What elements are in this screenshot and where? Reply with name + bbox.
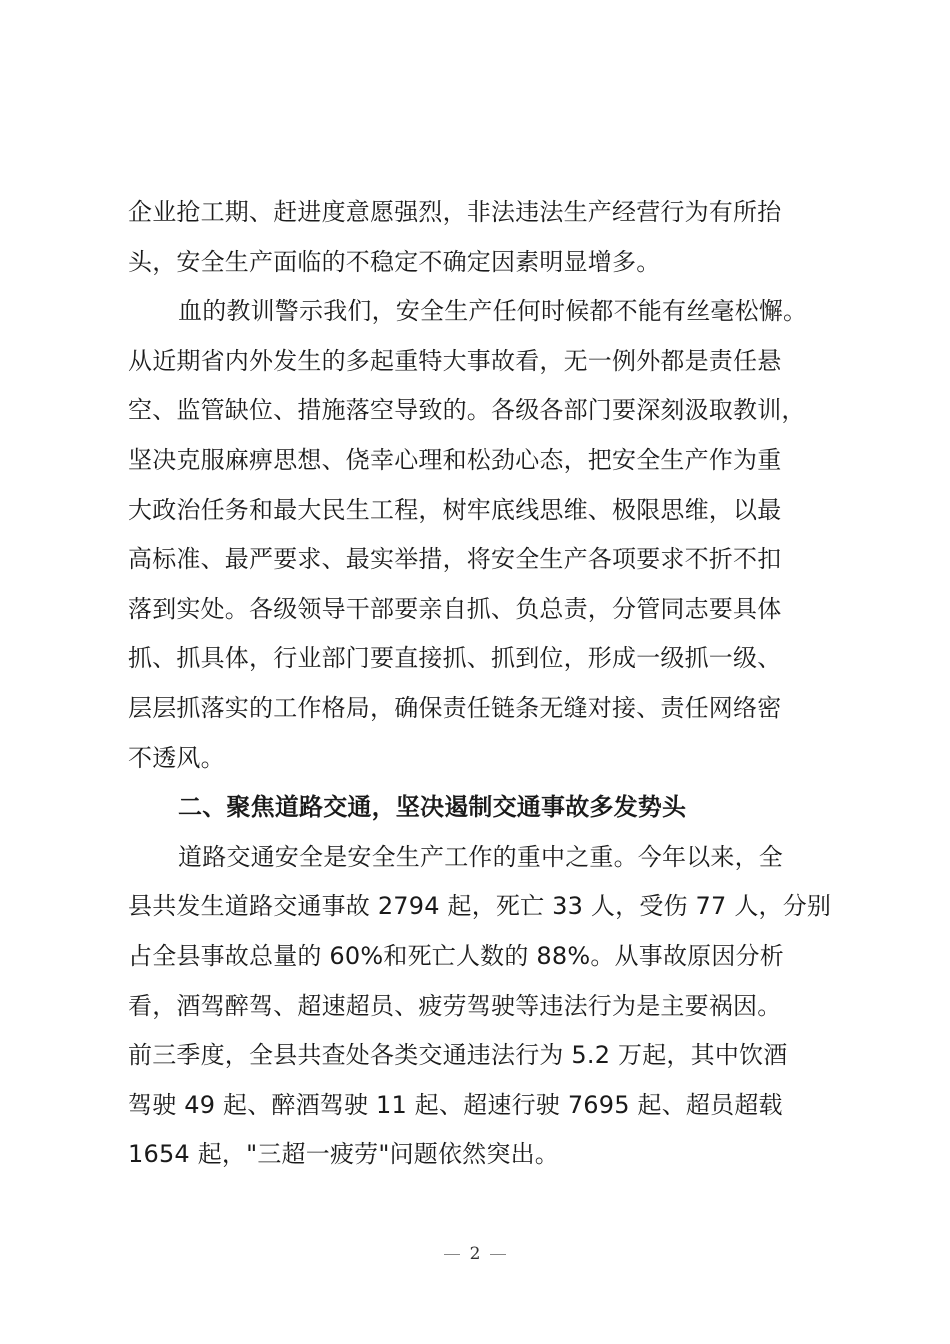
text-line: 占全县事故总量的 60%和死亡人数的 88%。从事故原因分析 [128, 941, 784, 970]
text-line: 坚决克服麻痹思想、侥幸心理和松劲心态，把安全生产作为重 [128, 445, 782, 474]
text-line: 前三季度，全县共查处各类交通违法行为 5.2 万起，其中饮酒 [128, 1041, 788, 1070]
dash-left-decoration [444, 1254, 460, 1255]
text-line: 头，安全生产面临的不稳定不确定因素明显增多。 [128, 247, 661, 276]
text-line: 不透风。 [128, 743, 225, 772]
text-line: 企业抢工期、赶进度意愿强烈，非法违法生产经营行为有所抬 [128, 198, 782, 226]
text-line: 县共发生道路交通事故 2794 起，死亡 33 人，受伤 77 人，分别 [128, 892, 832, 921]
paragraph-first-line: 血的教训警示我们，安全生产任何时候都不能有丝毫松懈。 [178, 297, 808, 326]
dash-right-decoration [490, 1254, 506, 1255]
paragraph-first-line: 道路交通安全是安全生产工作的重中之重。今年以来，全 [178, 842, 783, 871]
text-line: 从近期省内外发生的多起重特大事故看，无一例外都是责任悬 [128, 346, 782, 375]
text-line: 高标准、最严要求、最实举措，将安全生产各项要求不折不扣 [128, 545, 782, 574]
text-line: 层层抓落实的工作格局，确保责任链条无缝对接、责任网络密 [128, 693, 782, 722]
text-line: 落到实处。各级领导干部要亲自抓、负总责，分管同志要具体 [128, 594, 782, 623]
text-line: 看，酒驾醉驾、超速超员、疲劳驾驶等违法行为是主要祸因。 [128, 991, 782, 1020]
text-line: 抓、抓具体，行业部门要直接抓、抓到位，形成一级抓一级、 [128, 644, 782, 673]
text-line: 大政治任务和最大民生工程，树牢底线思维、极限思维，以最 [128, 495, 782, 524]
text-line: 空、监管缺位、措施落空导致的。各级各部门要深刻汲取教训， [128, 396, 806, 425]
document-body [128, 188, 848, 1180]
text-line: 驾驶 49 起、醉酒驾驶 11 起、超速行驶 7695 起、超员超载 [128, 1090, 783, 1119]
section-heading: 二、聚焦道路交通，坚决遏制交通事故多发势头 [178, 793, 687, 822]
page-number: 2 [469, 1244, 481, 1264]
text-line: 1654 起，"三超一疲劳"问题依然突出。 [128, 1140, 559, 1169]
page-footer [0, 1244, 950, 1264]
